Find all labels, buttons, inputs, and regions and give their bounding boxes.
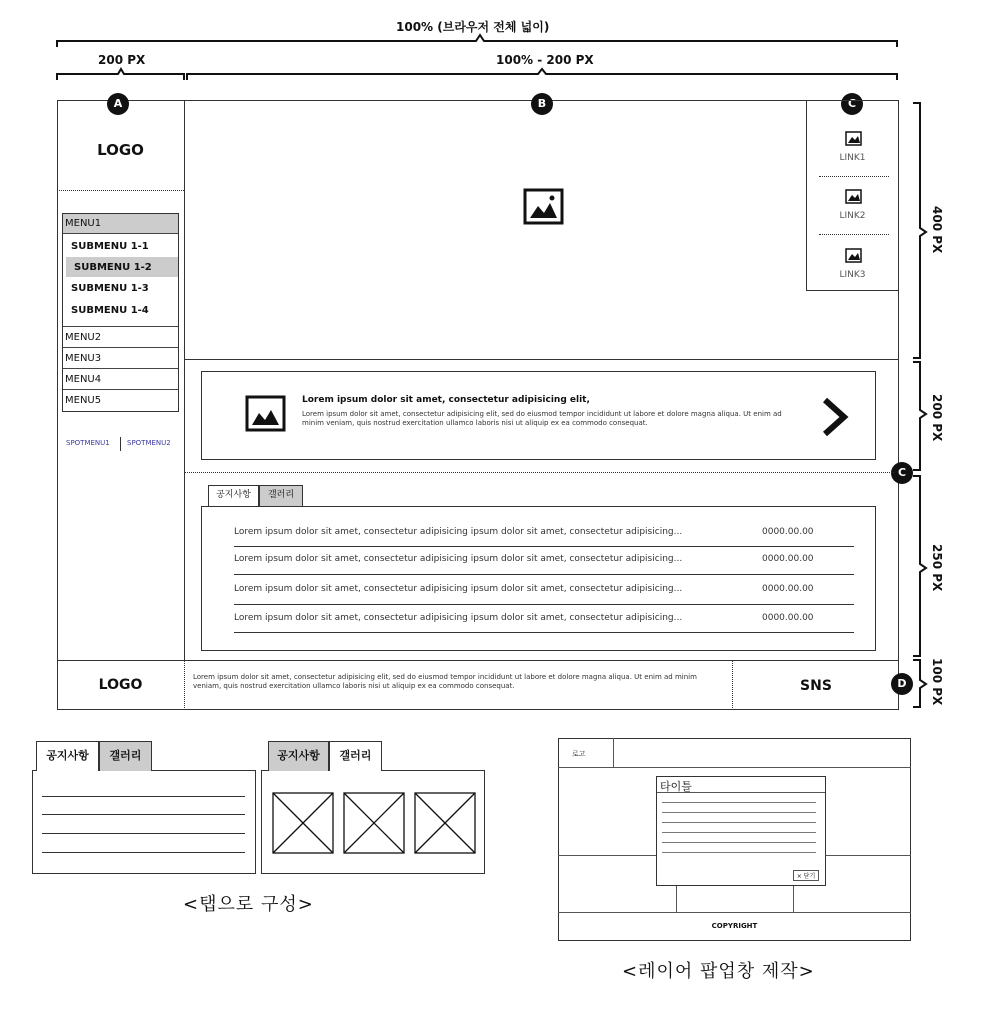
layer-popup-line: [662, 812, 816, 813]
notice-date-3: 0000.00.00: [762, 584, 814, 594]
example2-panel-top: [382, 770, 485, 771]
height-visual-label: 400 PX: [930, 206, 944, 254]
submenu-1-3[interactable]: SUBMENU 1-3: [71, 282, 149, 294]
footer-sns[interactable]: SNS: [800, 678, 832, 694]
popup-caption: <레이어 팝업창 제작>: [622, 961, 815, 982]
popup-example-copyright: COPYRIGHT: [711, 922, 758, 930]
sidebar-logo[interactable]: LOGO: [97, 141, 144, 159]
layer-popup-close-button[interactable]: × 닫기: [793, 870, 819, 881]
badge-c-mid: C: [891, 462, 913, 484]
submenu-1-1[interactable]: SUBMENU 1-1: [71, 240, 149, 252]
banner-image-icon: [246, 396, 286, 432]
notice-line: [234, 604, 854, 605]
menu-item-4[interactable]: MENU4: [63, 369, 178, 390]
full-width-label: 100% (브라우저 전체 넓이): [396, 20, 550, 34]
example1-tab-notice[interactable]: 공지사항: [36, 741, 99, 771]
menu-item-5[interactable]: MENU5: [65, 395, 102, 406]
notice-panel: [201, 506, 876, 651]
height-banner-label: 200 PX: [930, 394, 944, 442]
spotmenu-2[interactable]: SPOTMENU2: [127, 439, 171, 447]
banner-body: Lorem ipsum dolor sit amet, consectetur adipisicing elit, sed do eiusmod tempor incididunt ut labore et dolore magna aliqua. Ut enim ad minim veniam, quis nostrud exercitation ullamco laboris nisi ut aliquip ex ea commodo consequat.: [302, 410, 782, 427]
example2-panel-top-left: [261, 770, 268, 771]
visual-divider: [184, 359, 899, 360]
notice-item-3[interactable]: Lorem ipsum dolor sit amet, consectetur adipisicing ipsum dolor sit amet, consectetur adipisicing...: [234, 584, 683, 594]
height-footer-label: 100 PX: [930, 658, 944, 706]
link3-image-icon: [845, 248, 863, 264]
example1-line: [42, 796, 245, 797]
tab-gallery[interactable]: 갤러리: [259, 485, 303, 507]
example1-tab-gallery[interactable]: 갤러리: [99, 741, 152, 771]
popup-example-logo: 로고: [572, 750, 586, 758]
tab-example-caption: <탭으로 구성>: [183, 894, 314, 915]
banner-next-arrow-icon[interactable]: [820, 396, 850, 438]
layer-popup: [656, 776, 826, 886]
sidebar-logo-divider: [57, 190, 184, 191]
layer-popup-line: [662, 832, 816, 833]
layer-popup-line: [662, 842, 816, 843]
link-divider-2: [819, 234, 889, 235]
notice-line: [234, 546, 854, 547]
popup-header-divider: [613, 738, 614, 767]
notice-item-1[interactable]: Lorem ipsum dolor sit amet, consectetur adipisicing ipsum dolor sit amet, consectetur adipisicing...: [234, 527, 683, 537]
example1-panel-top-left: [32, 770, 36, 771]
popup-bottom-divider-1: [676, 885, 677, 912]
tab-notice[interactable]: 공지사항: [208, 485, 259, 507]
banner-divider: [184, 472, 894, 473]
height-tabs-label: 250 PX: [930, 544, 944, 592]
footer-text: Lorem ipsum dolor sit amet, consectetur adipisicing elit, sed do eiusmod tempor incididunt ut labore et dolore magna aliqua. Ut enim ad minim veniam, quis nostrud exercitation ullamco laboris nisi ut aliquip ex ea commodo consequat.: [193, 673, 697, 690]
link2-label[interactable]: LINK2: [839, 211, 866, 221]
menu-item-3[interactable]: MENU3: [63, 348, 178, 369]
footer-logo[interactable]: LOGO: [98, 677, 143, 693]
notice-date-2: 0000.00.00: [762, 554, 814, 564]
notice-date-4: 0000.00.00: [762, 613, 814, 623]
link2-image-icon: [845, 189, 863, 205]
popup-header-line: [558, 767, 911, 768]
menu-item-1[interactable]: MENU1: [63, 214, 178, 234]
link1-image-icon: [845, 131, 863, 147]
example1-line: [42, 852, 245, 853]
example1-line: [42, 814, 245, 815]
popup-footer-line: [558, 912, 911, 913]
link-divider-1: [819, 176, 889, 177]
gallery-placeholder-2: [343, 792, 405, 854]
main-width-label: 100% - 200 PX: [496, 53, 594, 67]
badge-d: D: [891, 673, 913, 695]
badge-a: A: [107, 93, 129, 115]
sidebar-width-label: 200 PX: [98, 53, 146, 67]
example1-panel: [32, 770, 256, 874]
notice-line: [234, 632, 854, 633]
badge-b: B: [531, 93, 553, 115]
layer-popup-line: [662, 822, 816, 823]
layer-popup-line: [662, 852, 816, 853]
sidebar-divider: [184, 100, 185, 660]
submenu-1-4[interactable]: SUBMENU 1-4: [71, 304, 149, 316]
layer-popup-line: [662, 802, 816, 803]
notice-date-1: 0000.00.00: [762, 527, 814, 537]
example1-panel-top: [152, 770, 256, 771]
sidebar-menu: [62, 213, 179, 412]
popup-bottom-divider-2: [793, 885, 794, 912]
notice-item-2[interactable]: Lorem ipsum dolor sit amet, consectetur adipisicing ipsum dolor sit amet, consectetur adipisicing...: [234, 554, 683, 564]
main-visual-image-icon: [524, 189, 564, 225]
layer-popup-title: 타이틀: [660, 780, 692, 793]
notice-item-4[interactable]: Lorem ipsum dolor sit amet, consectetur adipisicing ipsum dolor sit amet, consectetur adipisicing...: [234, 613, 683, 623]
gallery-placeholder-1: [272, 792, 334, 854]
banner-title: Lorem ipsum dolor sit amet, consectetur adipisicing elit,: [302, 395, 590, 405]
badge-c-top: C: [841, 93, 863, 115]
footer-divider-left: [184, 660, 185, 710]
notice-line: [234, 574, 854, 575]
example1-line: [42, 833, 245, 834]
link3-label[interactable]: LINK3: [839, 270, 866, 280]
example2-tab-gallery[interactable]: 갤러리: [329, 741, 382, 771]
layer-popup-title-line: [657, 792, 825, 793]
link1-label[interactable]: LINK1: [839, 153, 866, 163]
gallery-placeholder-3: [414, 792, 476, 854]
spotmenu-separator: [120, 437, 121, 451]
submenu-1-2[interactable]: SUBMENU 1-2: [66, 257, 178, 277]
spotmenu-1[interactable]: SPOTMENU1: [66, 439, 110, 447]
example2-tab-notice[interactable]: 공지사항: [268, 741, 329, 771]
menu-item-2[interactable]: MENU2: [63, 327, 178, 348]
